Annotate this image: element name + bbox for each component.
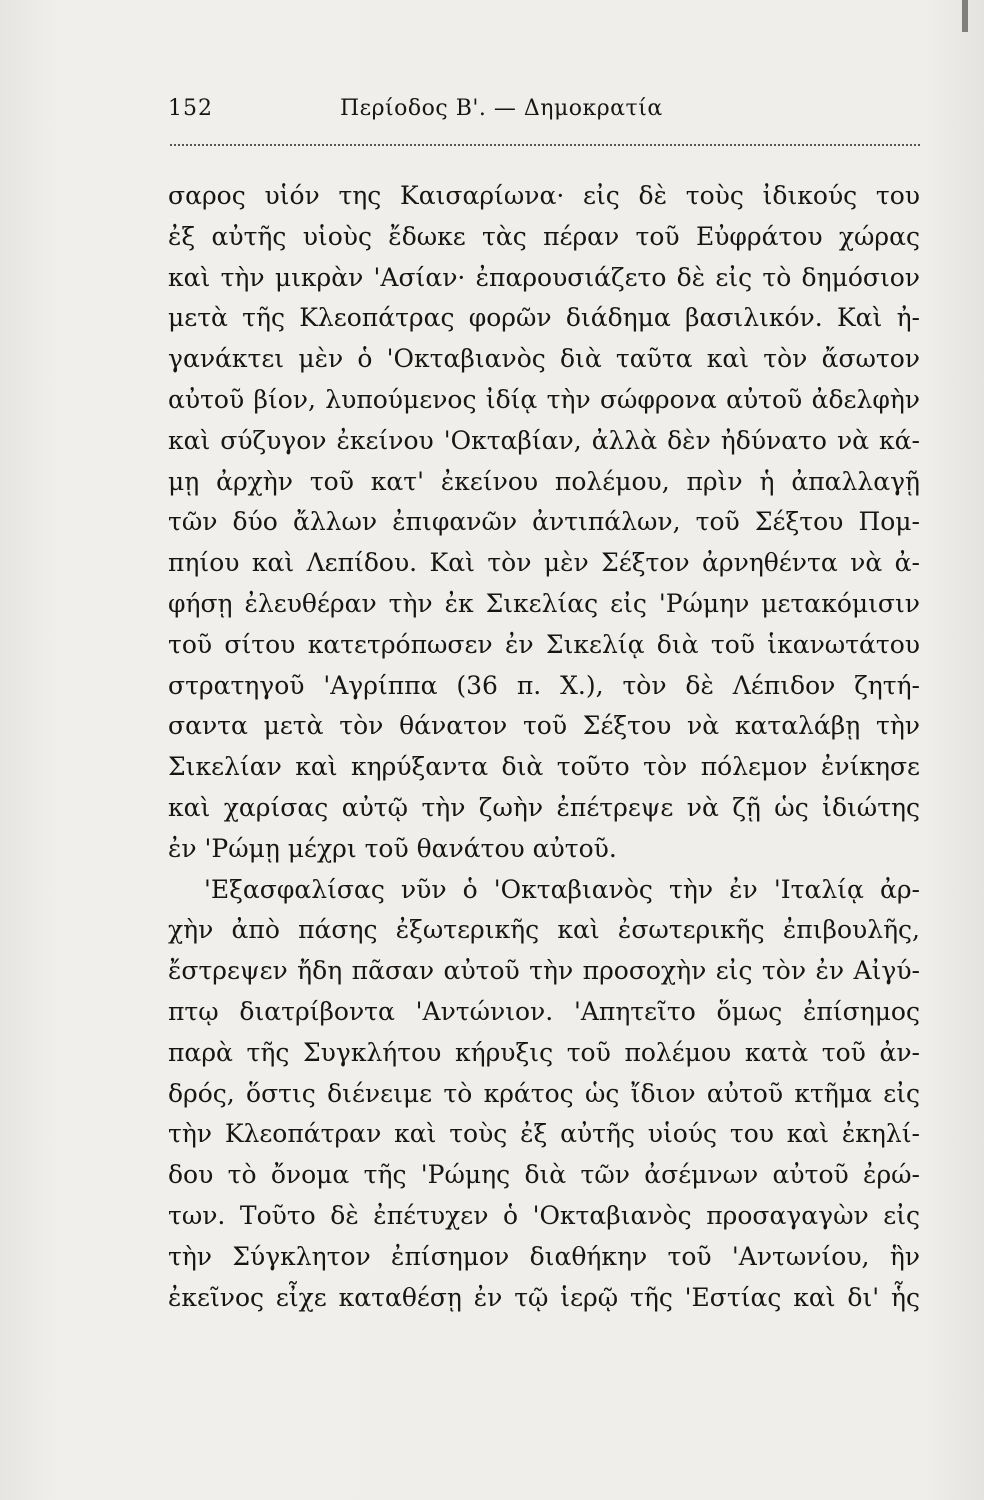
header-divider — [170, 144, 920, 146]
text-line: τὴν Κλεοπάτραν καὶ τοὺς ἐξ αὐτῆς υἱούς του καὶ ἐκηλί- — [168, 1119, 920, 1149]
text-line: καὶ σύζυγον ἐκείνου 'Οκταβίαν, ἀλλὰ δὲν ἠδύνατο νὰ κά- — [168, 425, 920, 455]
text-line: χὴν ἀπὸ πάσης ἐξωτερικῆς καὶ ἐσωτερικῆς ἐπιβουλῆς, — [168, 915, 920, 945]
text-line: ἐξ αὐτῆς υἱοὺς ἔδωκε τὰς πέραν τοῦ Εὐφράτου χώρας — [168, 221, 920, 251]
body-text — [168, 176, 920, 1318]
text-line: γανάκτει μὲν ὁ 'Οκταβιανὸς διὰ ταῦτα καὶ τὸν ἄσωτον — [168, 344, 920, 374]
text-line: καὶ τὴν μικρὰν 'Ασίαν· ἐπαρουσιάζετο δὲ εἰς τὸ δημόσιον — [168, 262, 920, 292]
text-line: Σικελίαν καὶ κηρύξαντα διὰ τοῦτο τὸν πόλεμον ἐνίκησε — [168, 752, 920, 782]
text-line: ἐκεῖνος εἶχε καταθέσῃ ἐν τῷ ἱερῷ τῆς 'Εστίας καὶ δι' ἧς — [168, 1282, 920, 1312]
text-line: σαντα μετὰ τὸν θάνατον τοῦ Σέξτου νὰ καταλάβῃ τὴν — [168, 711, 920, 741]
text-line: πηίου καὶ Λεπίδου. Καὶ τὸν μὲν Σέξτον ἀρνηθέντα νὰ ἀ- — [168, 548, 920, 578]
text-line: τὴν Σύγκλητον ἐπίσημον διαθήκην τοῦ 'Αντωνίου, ἣν — [168, 1241, 920, 1271]
text-line: στρατηγοῦ 'Αγρίππα (36 π. Χ.), τὸν δὲ Λέπιδον ζητή- — [168, 670, 920, 700]
text-line: μετὰ τῆς Κλεοπάτρας φορῶν διάδημα βασιλικόν. Καὶ ἠ- — [168, 303, 920, 333]
text-line: των. Τοῦτο δὲ ἐπέτυχεν ὁ 'Οκταβιανὸς προσαγαγὼν εἰς — [168, 1200, 920, 1230]
text-line: ἔστρεψεν ἤδη πᾶσαν αὐτοῦ τὴν προσοχὴν εἰς τὸν ἐν Αἰγύ- — [168, 956, 920, 986]
text-line: καὶ χαρίσας αὐτῷ τὴν ζωὴν ἐπέτρεψε νὰ ζῇ ὡς ἰδιώτης — [168, 792, 920, 822]
page-header — [160, 96, 920, 136]
text-line: δρός, ὅστις διένειμε τὸ κράτος ὡς ἴδιον αὐτοῦ κτῆμα εἰς — [168, 1078, 920, 1108]
text-line: μῃ ἀρχὴν τοῦ κατ' ἐκείνου πολέμου, πρὶν ἡ ἀπαλλαγῇ — [168, 466, 920, 496]
text-line: παρὰ τῆς Συγκλήτου κήρυξις τοῦ πολέμου κατὰ τοῦ ἀν- — [168, 1037, 920, 1067]
text-line: ἐν 'Ρώμῃ μέχρι τοῦ θανάτου αὐτοῦ. — [168, 833, 617, 863]
running-title: Περίοδος Β'. — Δημοκρατία — [340, 96, 663, 121]
text-line: τῶν δύο ἄλλων ἐπιφανῶν ἀντιπάλων, τοῦ Σέξτου Πομ- — [168, 507, 920, 537]
text-line: σαρος υἱόν της Καισαρίωνα· εἰς δὲ τοὺς ἰδικούς του — [168, 181, 920, 210]
text-line: δου τὸ ὄνομα τῆς 'Ρώμης διὰ τῶν ἀσέμνων αὐτοῦ ἐρώ- — [168, 1160, 920, 1190]
text-line: αὐτοῦ βίον, λυπούμενος ἰδίᾳ τὴν σώφρονα αὐτοῦ ἀδελφὴν — [168, 384, 920, 414]
text-line: 'Εξασφαλίσας νῦν ὁ 'Οκταβιανὸς τὴν ἐν 'Ιταλίᾳ ἀρ- — [204, 874, 920, 904]
text-line: τοῦ σίτου κατετρόπωσεν ἐν Σικελίᾳ διὰ τοῦ ἱκανωτάτου — [168, 629, 920, 659]
text-line: φήσῃ ἐλευθέραν τὴν ἐκ Σικελίας εἰς 'Ρώμην μετακόμισιν — [168, 588, 920, 618]
text-line: πτῳ διατρίβοντα 'Αντώνιον. 'Απητεῖτο ὅμως ἐπίσημος — [168, 996, 920, 1026]
page-edge-mark — [962, 0, 968, 32]
page-number: 152 — [168, 96, 213, 121]
